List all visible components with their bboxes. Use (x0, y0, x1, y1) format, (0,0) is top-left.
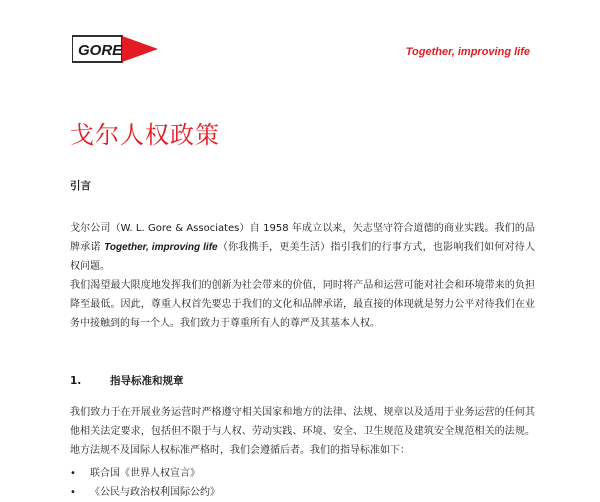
intro-heading: 引言 (70, 180, 91, 192)
logo-text: GORE (78, 42, 123, 59)
guiding-standards-list (70, 464, 220, 502)
bullet-icon: • (70, 487, 76, 498)
list-item-label: 《公民与政治权利国际公约》 (90, 487, 220, 498)
list-item (70, 483, 220, 502)
section-1-title: 指导标准和规章 (110, 375, 184, 387)
list-item-label: 联合国《世界人权宣言》 (90, 468, 200, 479)
bullet-icon: • (70, 468, 76, 479)
intro-paragraph-1 (70, 219, 535, 276)
document-title: 戈尔人权政策 (70, 121, 220, 149)
intro-p1-before: 戈尔公司（W. L. Gore & Associates）自 1958 年成立以来，矢志坚守符合道德的商业实践。我们的品牌承诺 (70, 223, 535, 253)
list-item (70, 464, 220, 483)
brand-tagline: Together, improving life (405, 46, 530, 58)
section-1-paragraph: 我们致力于在开展业务运营时严格遵守相关国家和地方的法律、法规、规章以及适用于业务运营的任何其他相关法定要求，包括但不限于与人权、劳动实践、环境、安全、卫生规范及建筑安全规范相关的法规。地方法规不及国际人权标准严格时，我们会遵循后者。我们的指导标准如下： (70, 407, 535, 456)
gore-logo (72, 34, 158, 64)
section-1-heading (70, 373, 184, 388)
intro-p1-after: （你我携手，更美生活）指引我们的行事方式，也影响我们如何对待人权问题。 (70, 242, 535, 272)
section-1-number: 1. (70, 375, 82, 387)
intro-paragraph-2: 我们渴望最大限度地发挥我们的创新为社会带来的价值，同时将产品和运营可能对社会和环境带来的负担降至最低。因此，尊重人权首先要忠于我们的文化和品牌承诺，最直接的体现就是努力公平对待我们在业务中接触到的每一个人。我们致力于尊重所有人的尊严及其基本人权。 (70, 280, 535, 329)
brand-promise: Together, improving life (104, 242, 218, 253)
